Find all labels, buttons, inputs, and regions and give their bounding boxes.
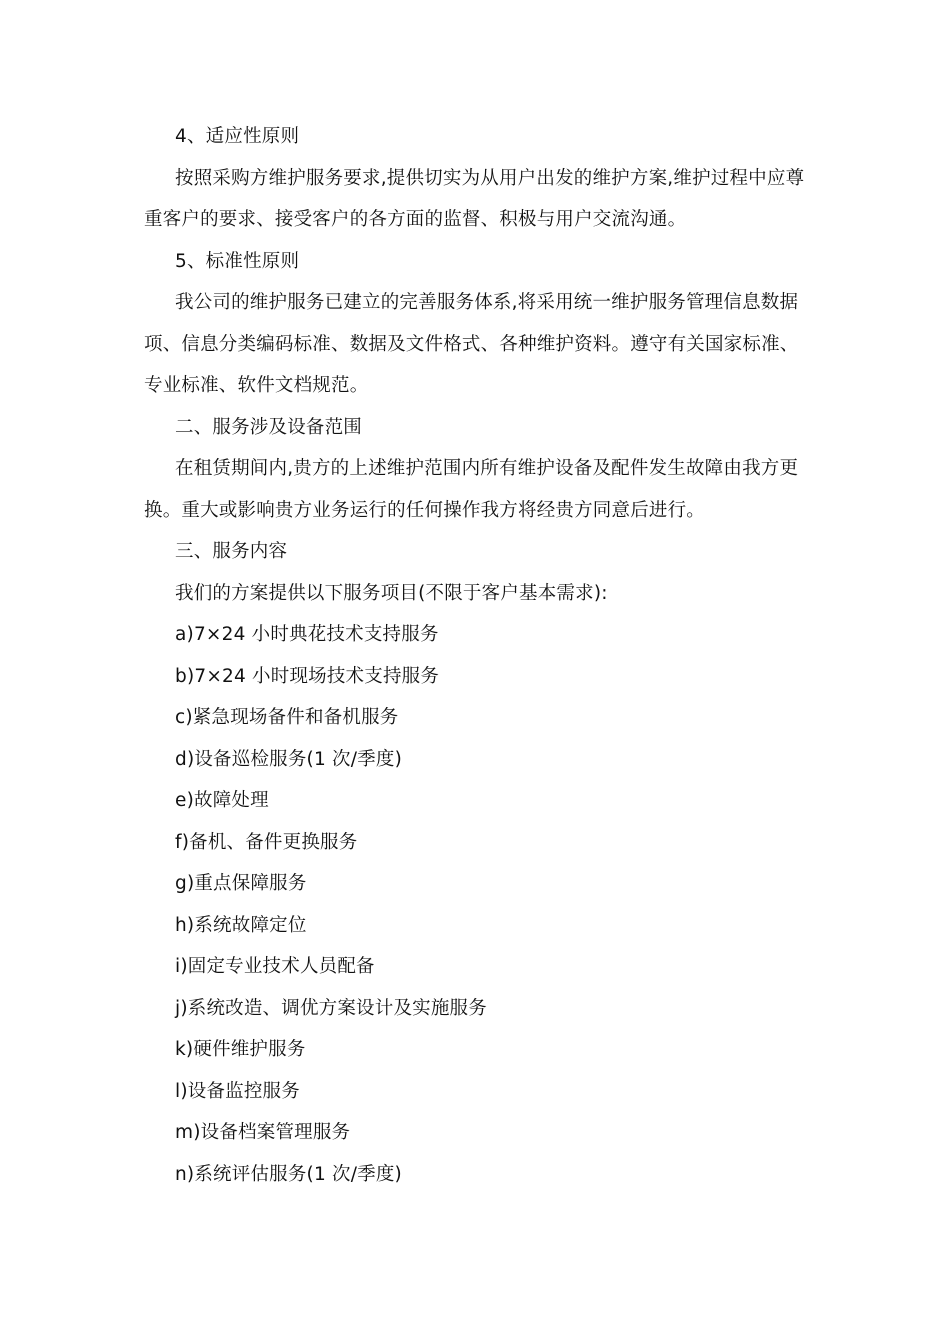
- list-item: n)系统评估服务(1 次/季度): [175, 1163, 402, 1185]
- list-item: e)故障处理: [175, 790, 269, 811]
- list-item: k)硬件维护服务: [175, 1039, 306, 1060]
- paragraph-service-intro: 我们的方案提供以下服务项目(不限于客户基本需求):: [175, 582, 608, 604]
- list-item: c)紧急现场备件和备机服务: [175, 707, 399, 728]
- paragraph-standardization: 我公司的维护服务已建立的完善服务体系,将采用统一维护服务管理信息数据项、信息分类编码标准、数据及文件格式、各种维护资料。遵守有关国家标准、专业标准、软件文档规范。: [144, 292, 799, 396]
- list-item: i)固定专业技术人员配备: [175, 956, 375, 977]
- list-item: g)重点保障服务: [175, 873, 307, 894]
- section-heading-standardization: 5、标准性原则: [175, 250, 300, 272]
- section-heading-adaptability: 4、适应性原则: [175, 126, 300, 147]
- list-item: j)系统改造、调优方案设计及实施服务: [175, 997, 487, 1019]
- service-items-list: [144, 614, 808, 1195]
- section-heading-service-content: 三、服务内容: [175, 541, 288, 562]
- section-heading-equipment-scope: 二、服务涉及设备范围: [175, 416, 363, 438]
- list-item: b)7×24 小时现场技术支持服务: [175, 665, 440, 687]
- list-item: l)设备监控服务: [175, 1080, 300, 1102]
- document-body: [144, 116, 808, 1195]
- list-item: h)系统故障定位: [175, 914, 307, 936]
- list-item: f)备机、备件更换服务: [175, 831, 358, 853]
- paragraph-equipment-scope: 在租赁期间内,贵方的上述维护范围内所有维护设备及配件发生故障由我方更换。重大或影响贵方业务运行的任何操作我方将经贵方同意后进行。: [144, 458, 799, 521]
- list-item: d)设备巡检服务(1 次/季度): [175, 748, 402, 770]
- list-item: a)7×24 小时典花技术支持服务: [175, 624, 439, 645]
- list-item: m)设备档案管理服务: [175, 1122, 351, 1143]
- paragraph-adaptability: 按照采购方维护服务要求,提供切实为从用户出发的维护方案,维护过程中应尊重客户的要求、接受客户的各方面的监督、积极与用户交流沟通。: [144, 167, 805, 230]
